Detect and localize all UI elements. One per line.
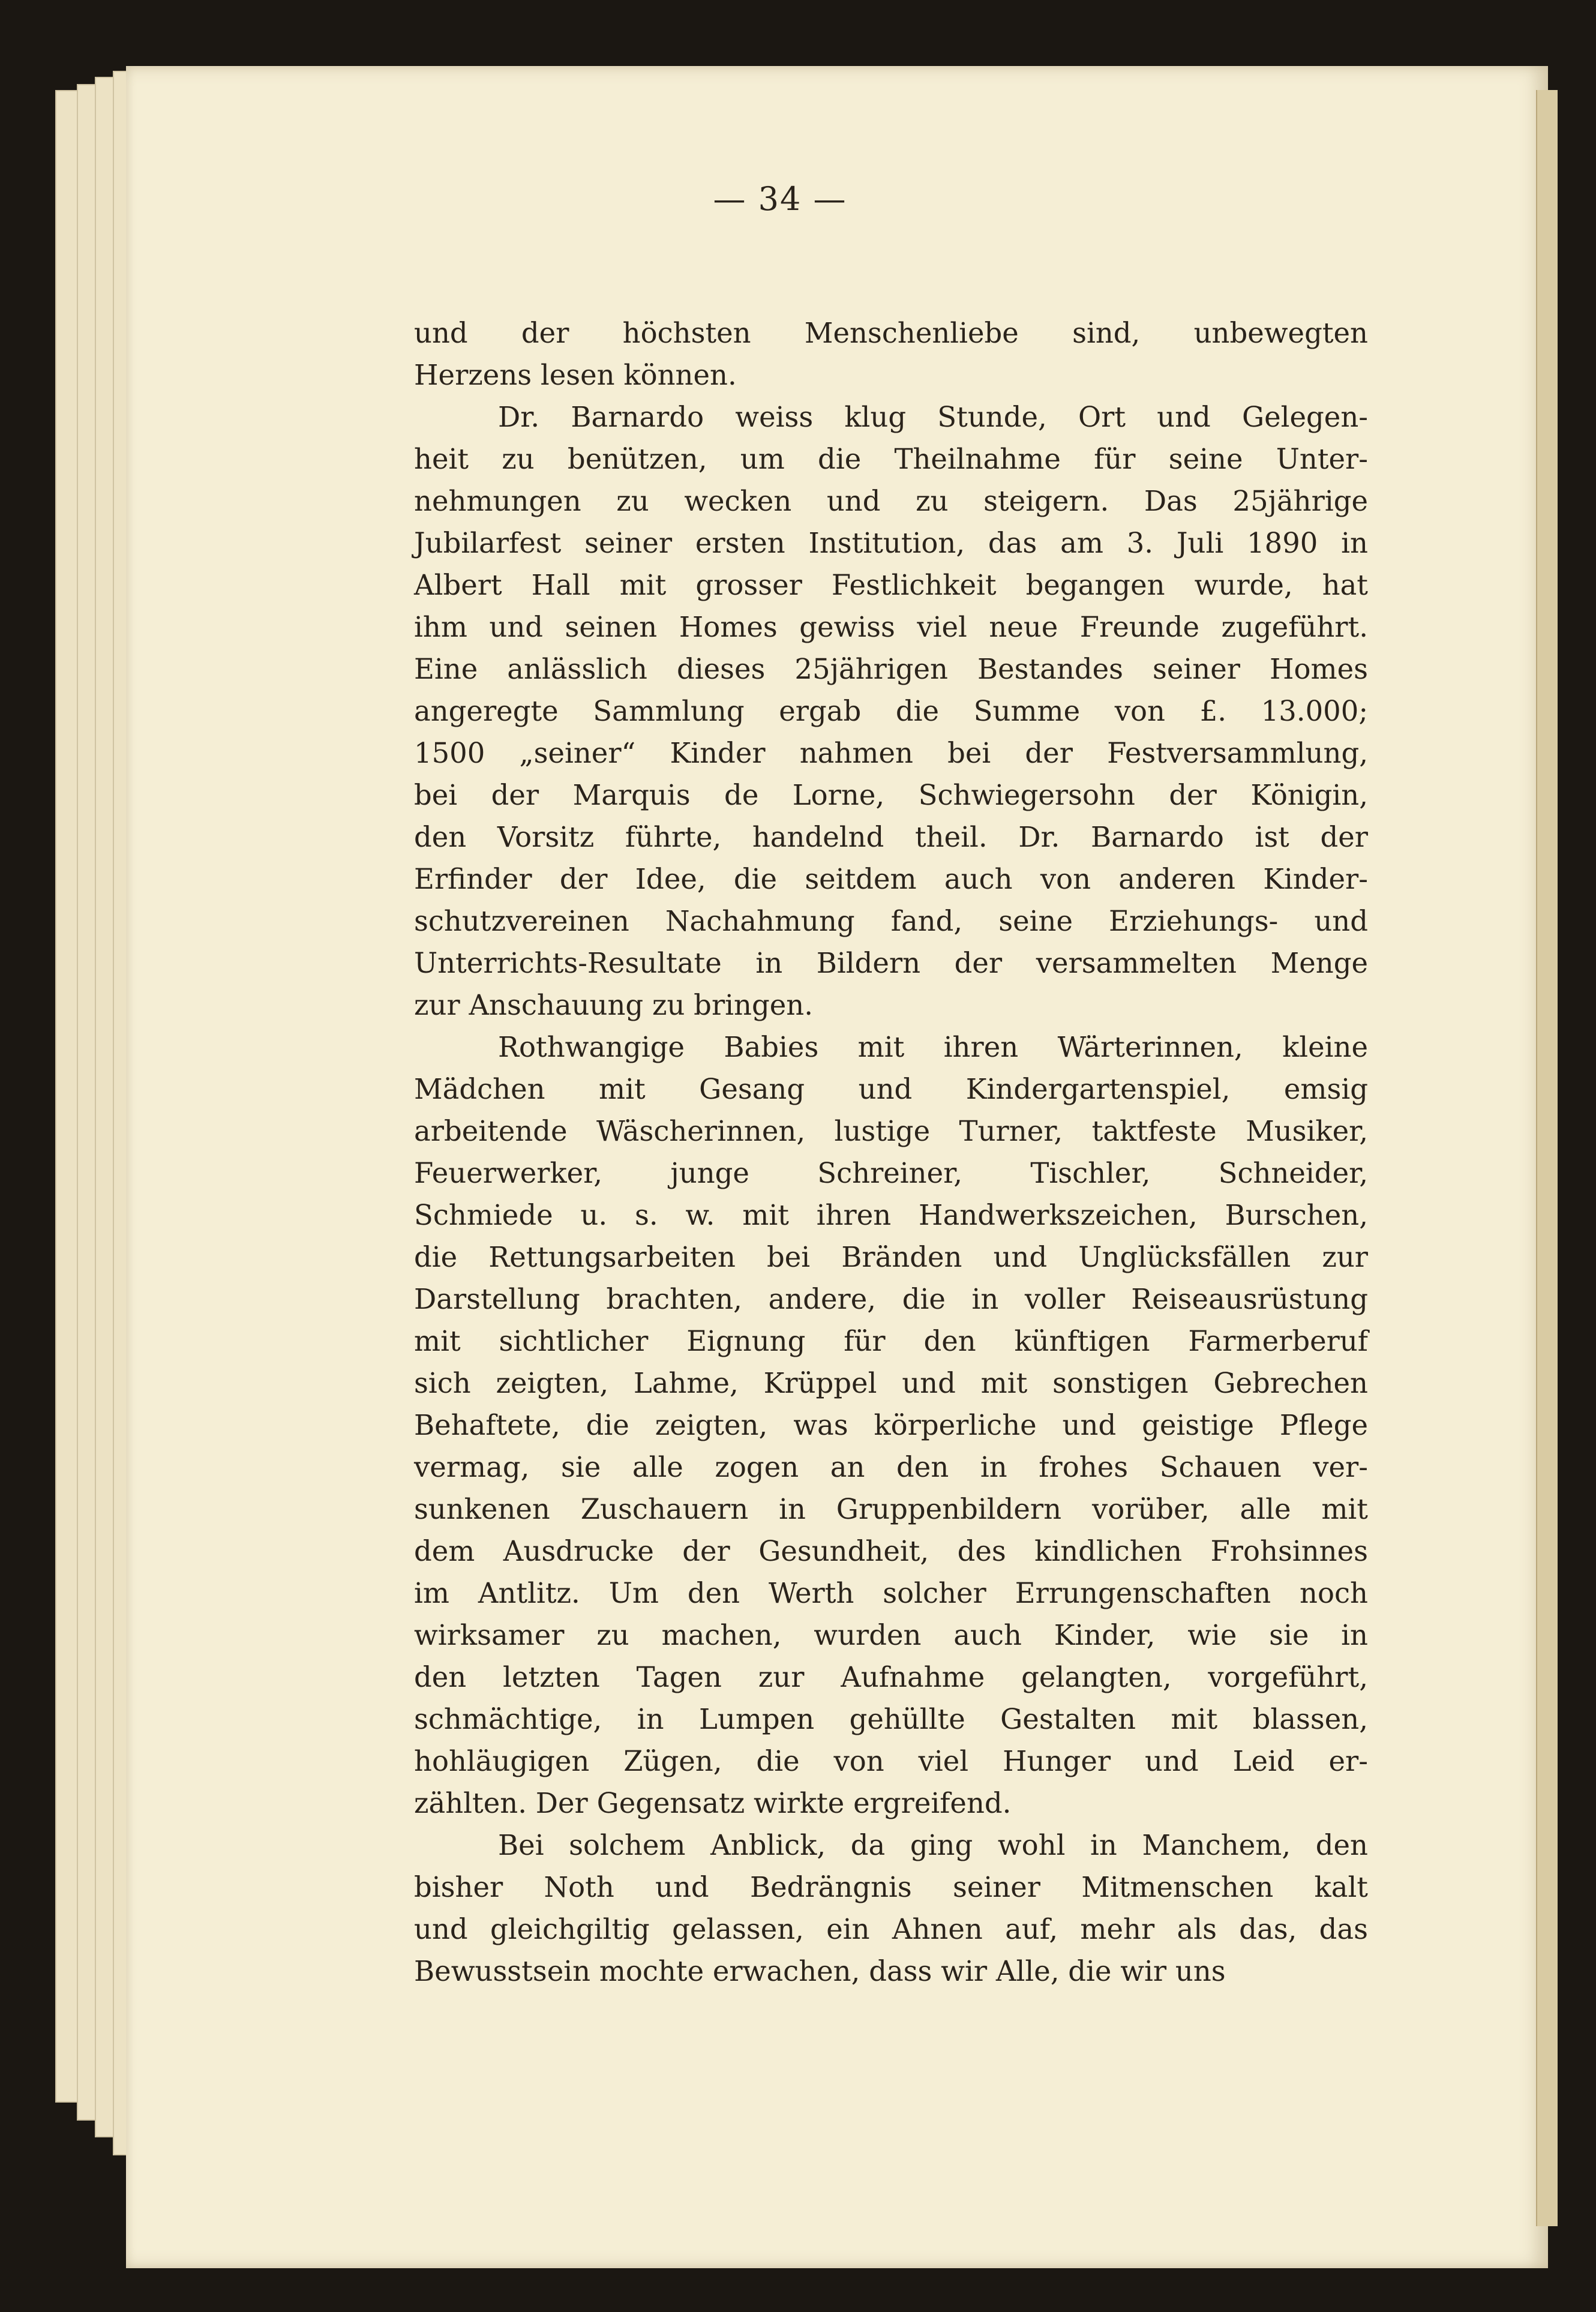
text-line: sich zeigten, Lahme, Krüppel und mit sonstigen Gebrechen bbox=[414, 1367, 1368, 1399]
page-number: — 34 — bbox=[713, 180, 847, 218]
text-line: heit zu benützen, um die Theilnahme für seine Unter- bbox=[414, 443, 1368, 475]
text-line: Eine anlässlich dieses 25jährigen Bestandes seiner Homes bbox=[414, 653, 1368, 685]
text-line: die Rettungsarbeiten bei Bränden und Unglücksfällen zur bbox=[414, 1241, 1368, 1273]
text-line: Albert Hall mit grosser Festlichkeit begangen wurde, hat bbox=[414, 569, 1368, 601]
text-line: bei der Marquis de Lorne, Schwiegersohn der Königin, bbox=[414, 779, 1368, 811]
book-spine bbox=[1536, 90, 1558, 2226]
text-line: Unterrichts-Resultate in Bildern der versammelten Menge bbox=[414, 947, 1368, 979]
text-line: Bei solchem Anblick, da ging wohl in Manchem, den bbox=[498, 1829, 1368, 1861]
text-line: Bewusstsein mochte erwachen, dass wir Alle, die wir uns bbox=[414, 1955, 1226, 1987]
text-line: bisher Noth und Bedrängnis seiner Mitmenschen kalt bbox=[414, 1871, 1368, 1903]
text-line: schutzvereinen Nachahmung fand, seine Erziehungs- und bbox=[414, 905, 1368, 937]
text-line: sunkenen Zuschauern in Gruppenbildern vorüber, alle mit bbox=[414, 1493, 1368, 1525]
text-line: Rothwangige Babies mit ihren Wärterinnen, kleine bbox=[498, 1031, 1368, 1063]
text-line: Jubilarfest seiner ersten Institution, das am 3. Juli 1890 in bbox=[414, 527, 1368, 559]
text-line: 1500 „seiner“ Kinder nahmen bei der Festversammlung, bbox=[414, 737, 1368, 769]
text-line: im Antlitz. Um den Werth solcher Errungenschaften noch bbox=[414, 1577, 1368, 1609]
text-line: Dr. Barnardo weiss klug Stunde, Ort und Gelegen- bbox=[498, 401, 1368, 433]
text-line: mit sichtlicher Eignung für den künftigen Farmerberuf bbox=[414, 1325, 1368, 1357]
text-line: Mädchen mit Gesang und Kindergartenspiel, emsig bbox=[414, 1073, 1368, 1105]
body-text bbox=[414, 312, 1368, 1992]
text-line: Herzens lesen können. bbox=[414, 359, 737, 391]
paragraph bbox=[414, 1026, 1368, 1824]
text-line: wirksamer zu machen, wurden auch Kinder, wie sie in bbox=[414, 1619, 1368, 1651]
text-line: Behaftete, die zeigten, was körperliche und geistige Pflege bbox=[414, 1409, 1368, 1441]
paragraph bbox=[414, 396, 1368, 1026]
text-line: dem Ausdrucke der Gesundheit, des kindlichen Frohsinnes bbox=[414, 1535, 1368, 1567]
text-line: ihm und seinen Homes gewiss viel neue Freunde zugeführt. bbox=[414, 611, 1368, 643]
text-line: schmächtige, in Lumpen gehüllte Gestalten mit blassen, bbox=[414, 1703, 1368, 1735]
text-line: nehmungen zu wecken und zu steigern. Das 25jährige bbox=[414, 485, 1368, 517]
text-line: den letzten Tagen zur Aufnahme gelangten, vorgeführt, bbox=[414, 1661, 1368, 1693]
text-line: Erfinder der Idee, die seitdem auch von anderen Kinder- bbox=[414, 863, 1368, 895]
text-line: den Vorsitz führte, handelnd theil. Dr. Barnardo ist der bbox=[414, 821, 1368, 853]
text-line: Darstellung brachten, andere, die in voller Reiseausrüstung bbox=[414, 1283, 1368, 1315]
text-line: hohläugigen Zügen, die von viel Hunger und Leid er- bbox=[414, 1745, 1368, 1777]
paragraph bbox=[414, 1824, 1368, 1992]
text-line: arbeitende Wäscherinnen, lustige Turner, taktfeste Musiker, bbox=[414, 1115, 1368, 1147]
text-line: Feuerwerker, junge Schreiner, Tischler, Schneider, bbox=[414, 1157, 1368, 1189]
text-line: zählten. Der Gegensatz wirkte ergreifend. bbox=[414, 1787, 1012, 1819]
text-line: angeregte Sammlung ergab die Summe von £. 13.000; bbox=[414, 695, 1368, 727]
text-line: vermag, sie alle zogen an den in frohes Schauen ver- bbox=[414, 1451, 1368, 1483]
text-line: und der höchsten Menschenliebe sind, unbewegten bbox=[414, 317, 1368, 349]
text-line: zur Anschauung zu bringen. bbox=[414, 989, 814, 1021]
paragraph bbox=[414, 312, 1368, 396]
text-line: Schmiede u. s. w. mit ihren Handwerkszeichen, Burschen, bbox=[414, 1199, 1368, 1231]
text-line: und gleichgiltig gelassen, ein Ahnen auf, mehr als das, das bbox=[414, 1913, 1368, 1945]
